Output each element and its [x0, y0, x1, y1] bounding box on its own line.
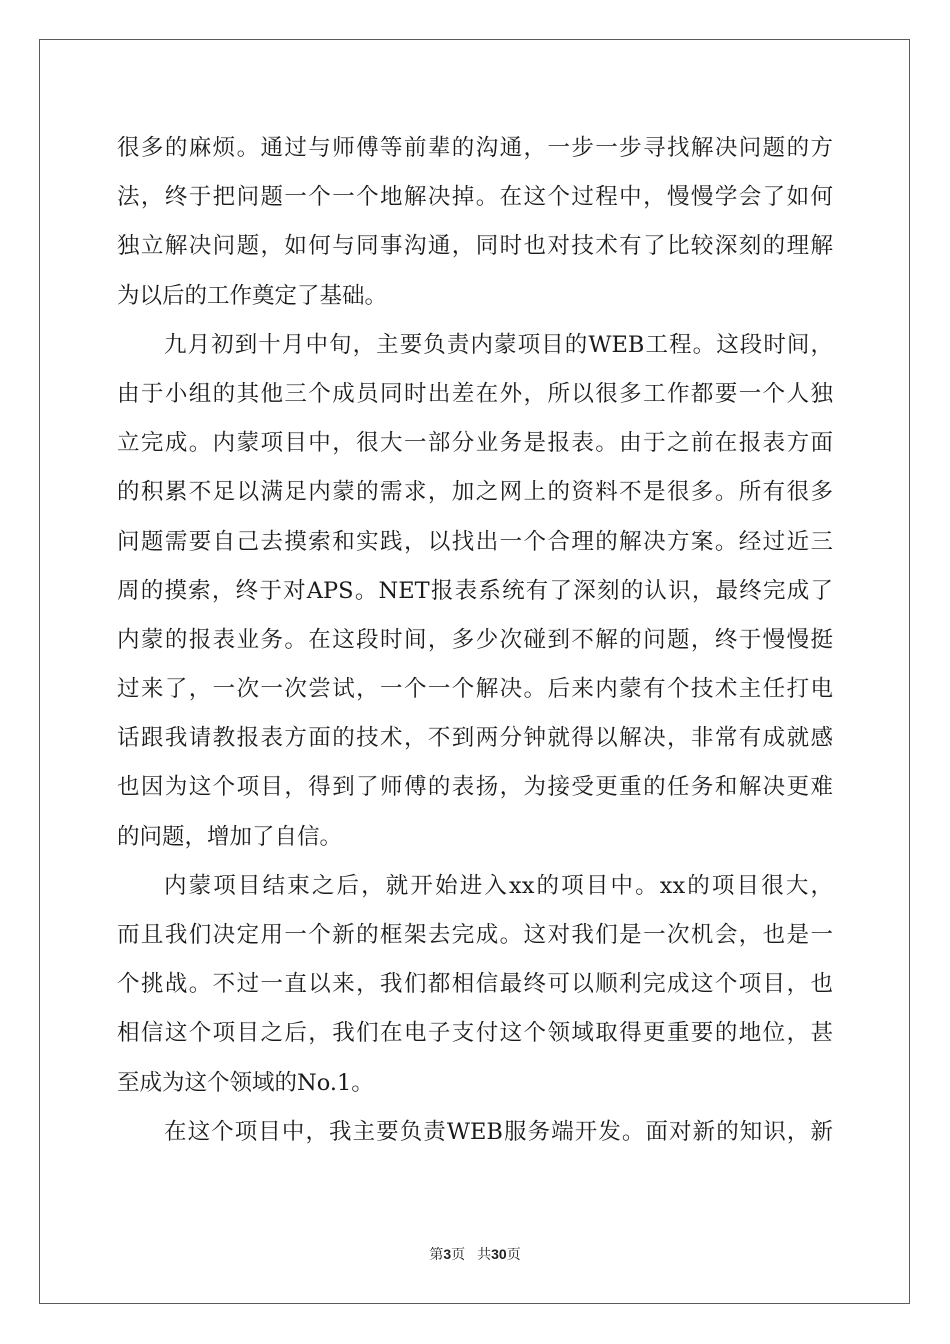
text-line: 法，终于把问题一个一个地解决掉。在这个过程中，慢慢学会了如何	[117, 184, 833, 211]
text-line: 过来了，一次一次尝试，一个一个解决。后来内蒙有个技术主任打电	[117, 676, 833, 703]
text-line: 的问题，增加了自信。	[117, 823, 343, 850]
text-line: 至成为这个领域的No.1。	[117, 1069, 374, 1096]
text-line: 而且我们决定用一个新的框架去完成。这对我们是一次机会，也是一	[117, 922, 833, 948]
total-suffix: 页	[506, 1248, 521, 1263]
text-line: 也因为这个项目，得到了师傅的表扬，为接受更重的任务和解决更难	[117, 774, 833, 801]
total-pages: 30	[491, 1246, 507, 1262]
page-number: 3	[443, 1246, 452, 1262]
total-prefix: 共	[477, 1248, 492, 1263]
text-line: 很多的麻烦。通过与师傅等前辈的沟通，一步一步寻找解决问题的方	[117, 135, 833, 161]
text-line: 周的摸索，终于对APS。NET报表系统有了深刻的认识，最终完成了	[117, 577, 833, 604]
document-body	[117, 124, 833, 1157]
text-line: 相信这个项目之后，我们在电子支付这个领域取得更重要的地位，甚	[117, 1020, 833, 1047]
page-suffix: 页	[451, 1248, 466, 1263]
text-line: 的积累不足以满足内蒙的需求，加之网上的资料不是很多。所有很多	[117, 479, 833, 506]
page-footer	[0, 1244, 950, 1266]
text-line: 话跟我请教报表方面的技术，不到两分钟就得以解决，非常有成就感	[117, 725, 833, 752]
text-line: 立完成。内蒙项目中，很大一部分业务是报表。由于之前在报表方面	[117, 430, 833, 457]
text-line: 个挑战。不过一直以来，我们都相信最终可以顺利完成这个项目，也	[117, 971, 833, 998]
text-line: 为以后的工作奠定了基础。	[117, 282, 388, 309]
text-line: 九月初到十月中旬，主要负责内蒙项目的WEB工程。这段时间，	[164, 331, 833, 358]
text-line: 内蒙的报表业务。在这段时间，多少次碰到不解的问题，终于慢慢挺	[117, 626, 833, 653]
text-line: 由于小组的其他三个成员同时出差在外，所以很多工作都要一个人独	[117, 380, 833, 407]
text-line: 问题需要自己去摸索和实践，以找出一个合理的解决方案。经过近三	[117, 528, 833, 555]
text-line: 独立解决问题，如何与同事沟通，同时也对技术有了比较深刻的理解	[117, 233, 833, 260]
page-prefix: 第	[429, 1248, 444, 1263]
text-line: 在这个项目中，我主要负责WEB服务端开发。面对新的知识，新	[164, 1118, 833, 1145]
text-line: 内蒙项目结束之后，就开始进入xx的项目中。xx的项目很大，	[164, 872, 833, 899]
